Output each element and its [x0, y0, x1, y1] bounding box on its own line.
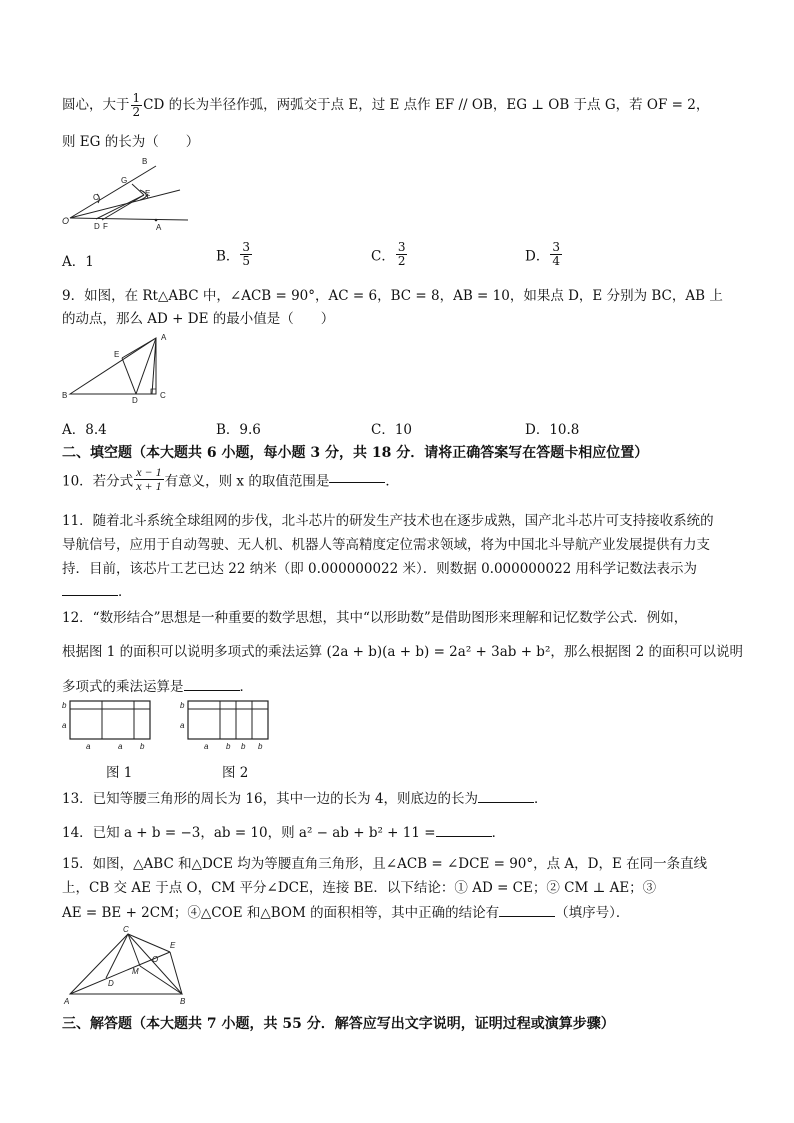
q12-figure-2-caption: 图 2 [222, 765, 249, 781]
q9-option-c[interactable]: C．10 [371, 422, 413, 438]
fig1-side-b: b [62, 701, 67, 710]
fraction-half: $\frac{1}{2}$ [132, 91, 141, 119]
fig2-bottom-b1: b [226, 742, 231, 751]
q15-line-1: 15．如图，△ABC 和△DCE 均为等腰直角三角形，且∠ACB = ∠DCE = 90°，点 A，D，E 在同一条直线 [62, 856, 708, 872]
q11-line-3: 持．目前，该芯片工艺已达 22 纳米（即 0.000000022 米）．则数据 0.000000022 用科学记数法表示为 [62, 561, 698, 577]
q13-answer-blank[interactable] [478, 790, 534, 803]
q9-option-a[interactable]: A．8.4 [62, 422, 107, 438]
q9-line-2: 的动点，那么 AD + DE 的最小值是（ ） [62, 311, 335, 327]
q15-label-o: O [152, 955, 159, 964]
section-3-heading: 三、解答题（本大题共 7 小题，共 55 分．解答应写出文字说明，证明过程或演算步骤） [62, 1016, 615, 1032]
fig1-side-a: a [62, 721, 67, 730]
q12-figure-2 [178, 698, 278, 756]
q10: 10．若分式 $\frac{x - 1}{x + 1}$ 有意义，则 x 的取值范围是 ． [62, 465, 399, 493]
q14-answer-blank[interactable] [436, 824, 492, 837]
q8-option-d[interactable]: D． $\frac{3}{4}$ [525, 240, 560, 268]
q12-figure-1 [60, 698, 160, 756]
q12-line-1: 12．“数形结合”思想是一种重要的数学思想，其中“以形助数”是借助图形来理解和记忆数学公式．例如， [62, 610, 688, 626]
q8-label-d: D [94, 222, 100, 231]
q15-label-d: D [108, 979, 114, 988]
q15-figure [60, 924, 196, 1006]
q9-label-b: B [62, 391, 68, 400]
q12-line-3: 多项式的乘法运算是 ． [62, 679, 253, 695]
q14: 14．已知 a + b = −3，ab = 10，则 a² − ab + b² + 11 = ． [62, 825, 506, 841]
q8-option-a[interactable]: A．1 [62, 254, 94, 270]
q9-label-e: E [114, 350, 120, 359]
q8-label-o: O [62, 216, 70, 226]
section-2-heading: 二、填空题（本大题共 6 小题，每小题 3 分，共 18 分．请将正确答案写在答题卡相应位置） [62, 445, 649, 461]
fig1-bottom-b: b [140, 742, 145, 751]
q8-option-c[interactable]: C． $\frac{3}{2}$ [371, 240, 406, 268]
q12-figure-1-caption: 图 1 [106, 765, 133, 781]
q11-line-4: ． [62, 580, 132, 600]
fig1-bottom-a1: a [86, 742, 91, 751]
q9-figure [60, 330, 176, 406]
q8-label-c: C [93, 193, 99, 202]
q8-option-b[interactable]: B． $\frac{3}{5}$ [216, 240, 251, 268]
q15-label-b: B [180, 997, 186, 1006]
fig2-side-a: a [180, 721, 185, 730]
q10-fraction: $\frac{x - 1}{x + 1}$ [136, 465, 162, 493]
q13: 13．已知等腰三角形的周长为 16，其中一边的长为 4，则底边的长为 ． [62, 791, 548, 807]
fig2-bottom-b2: b [241, 742, 246, 751]
q10-answer-blank[interactable] [329, 470, 385, 483]
q11-answer-blank[interactable] [62, 583, 118, 596]
q12-answer-blank[interactable] [184, 678, 240, 691]
q8-line-2: 则 EG 的长为（ ） [62, 134, 200, 150]
q8-figure [60, 154, 192, 236]
q8-label-g: G [121, 176, 128, 185]
q9-option-d[interactable]: D．10.8 [525, 422, 580, 438]
q8-label-e: E [145, 189, 151, 198]
q8-label-b: B [142, 157, 148, 166]
q15-label-c: C [123, 925, 129, 934]
fig1-bottom-a2: a [118, 742, 123, 751]
q8-line-1: 圆心，大于 $\frac{1}{2}$ CD 的长为半径作弧，两弧交于点 E，过 E 点作 EF // OB，EG ⊥ OB 于点 G，若 OF = 2， [62, 91, 710, 119]
q8-label-f: F [103, 222, 108, 231]
fig2-side-b: b [180, 701, 185, 710]
q15-line-3: AE = BE + 2CM；④△COE 和△BOM 的面积相等，其中正确的结论有 （填序号）． [62, 905, 630, 921]
q9-option-b[interactable]: B．9.6 [216, 422, 261, 438]
q15-label-e: E [170, 941, 176, 950]
q11-line-1: 11．随着北斗系统全球组网的步伐，北斗芯片的研发生产技术也在逐步成熟，国产北斗芯片可支持接收系统的 [62, 513, 714, 529]
fig2-bottom-a: a [204, 742, 209, 751]
fig2-bottom-b3: b [258, 742, 263, 751]
q15-label-a: A [64, 997, 70, 1006]
q9-label-c: C [160, 391, 166, 400]
q9-line-1: 9．如图，在 Rt△ABC 中，∠ACB = 90°，AC = 6，BC = 8，AB = 10，如果点 D，E 分别为 BC，AB 上 [62, 288, 723, 304]
q15-label-m: M [132, 967, 139, 976]
q9-label-d: D [132, 396, 138, 405]
q9-label-a: A [161, 333, 167, 342]
q8-label-a: A [156, 223, 162, 232]
q12-line-2: 根据图 1 的面积可以说明多项式的乘法运算 (2a + b)(a + b) = 2a² + 3ab + b²，那么根据图 2 的面积可以说明 [62, 644, 744, 660]
q15-line-2: 上，CB 交 AE 于点 O，CM 平分∠DCE，连接 BE．以下结论：① AD = CE；② CM ⊥ AE；③ [62, 880, 657, 896]
q11-line-2: 导航信号，应用于自动驾驶、无人机、机器人等高精度定位需求领域，将为中国北斗导航产业发展提供有力支 [62, 537, 710, 553]
q15-answer-blank[interactable] [499, 904, 555, 917]
